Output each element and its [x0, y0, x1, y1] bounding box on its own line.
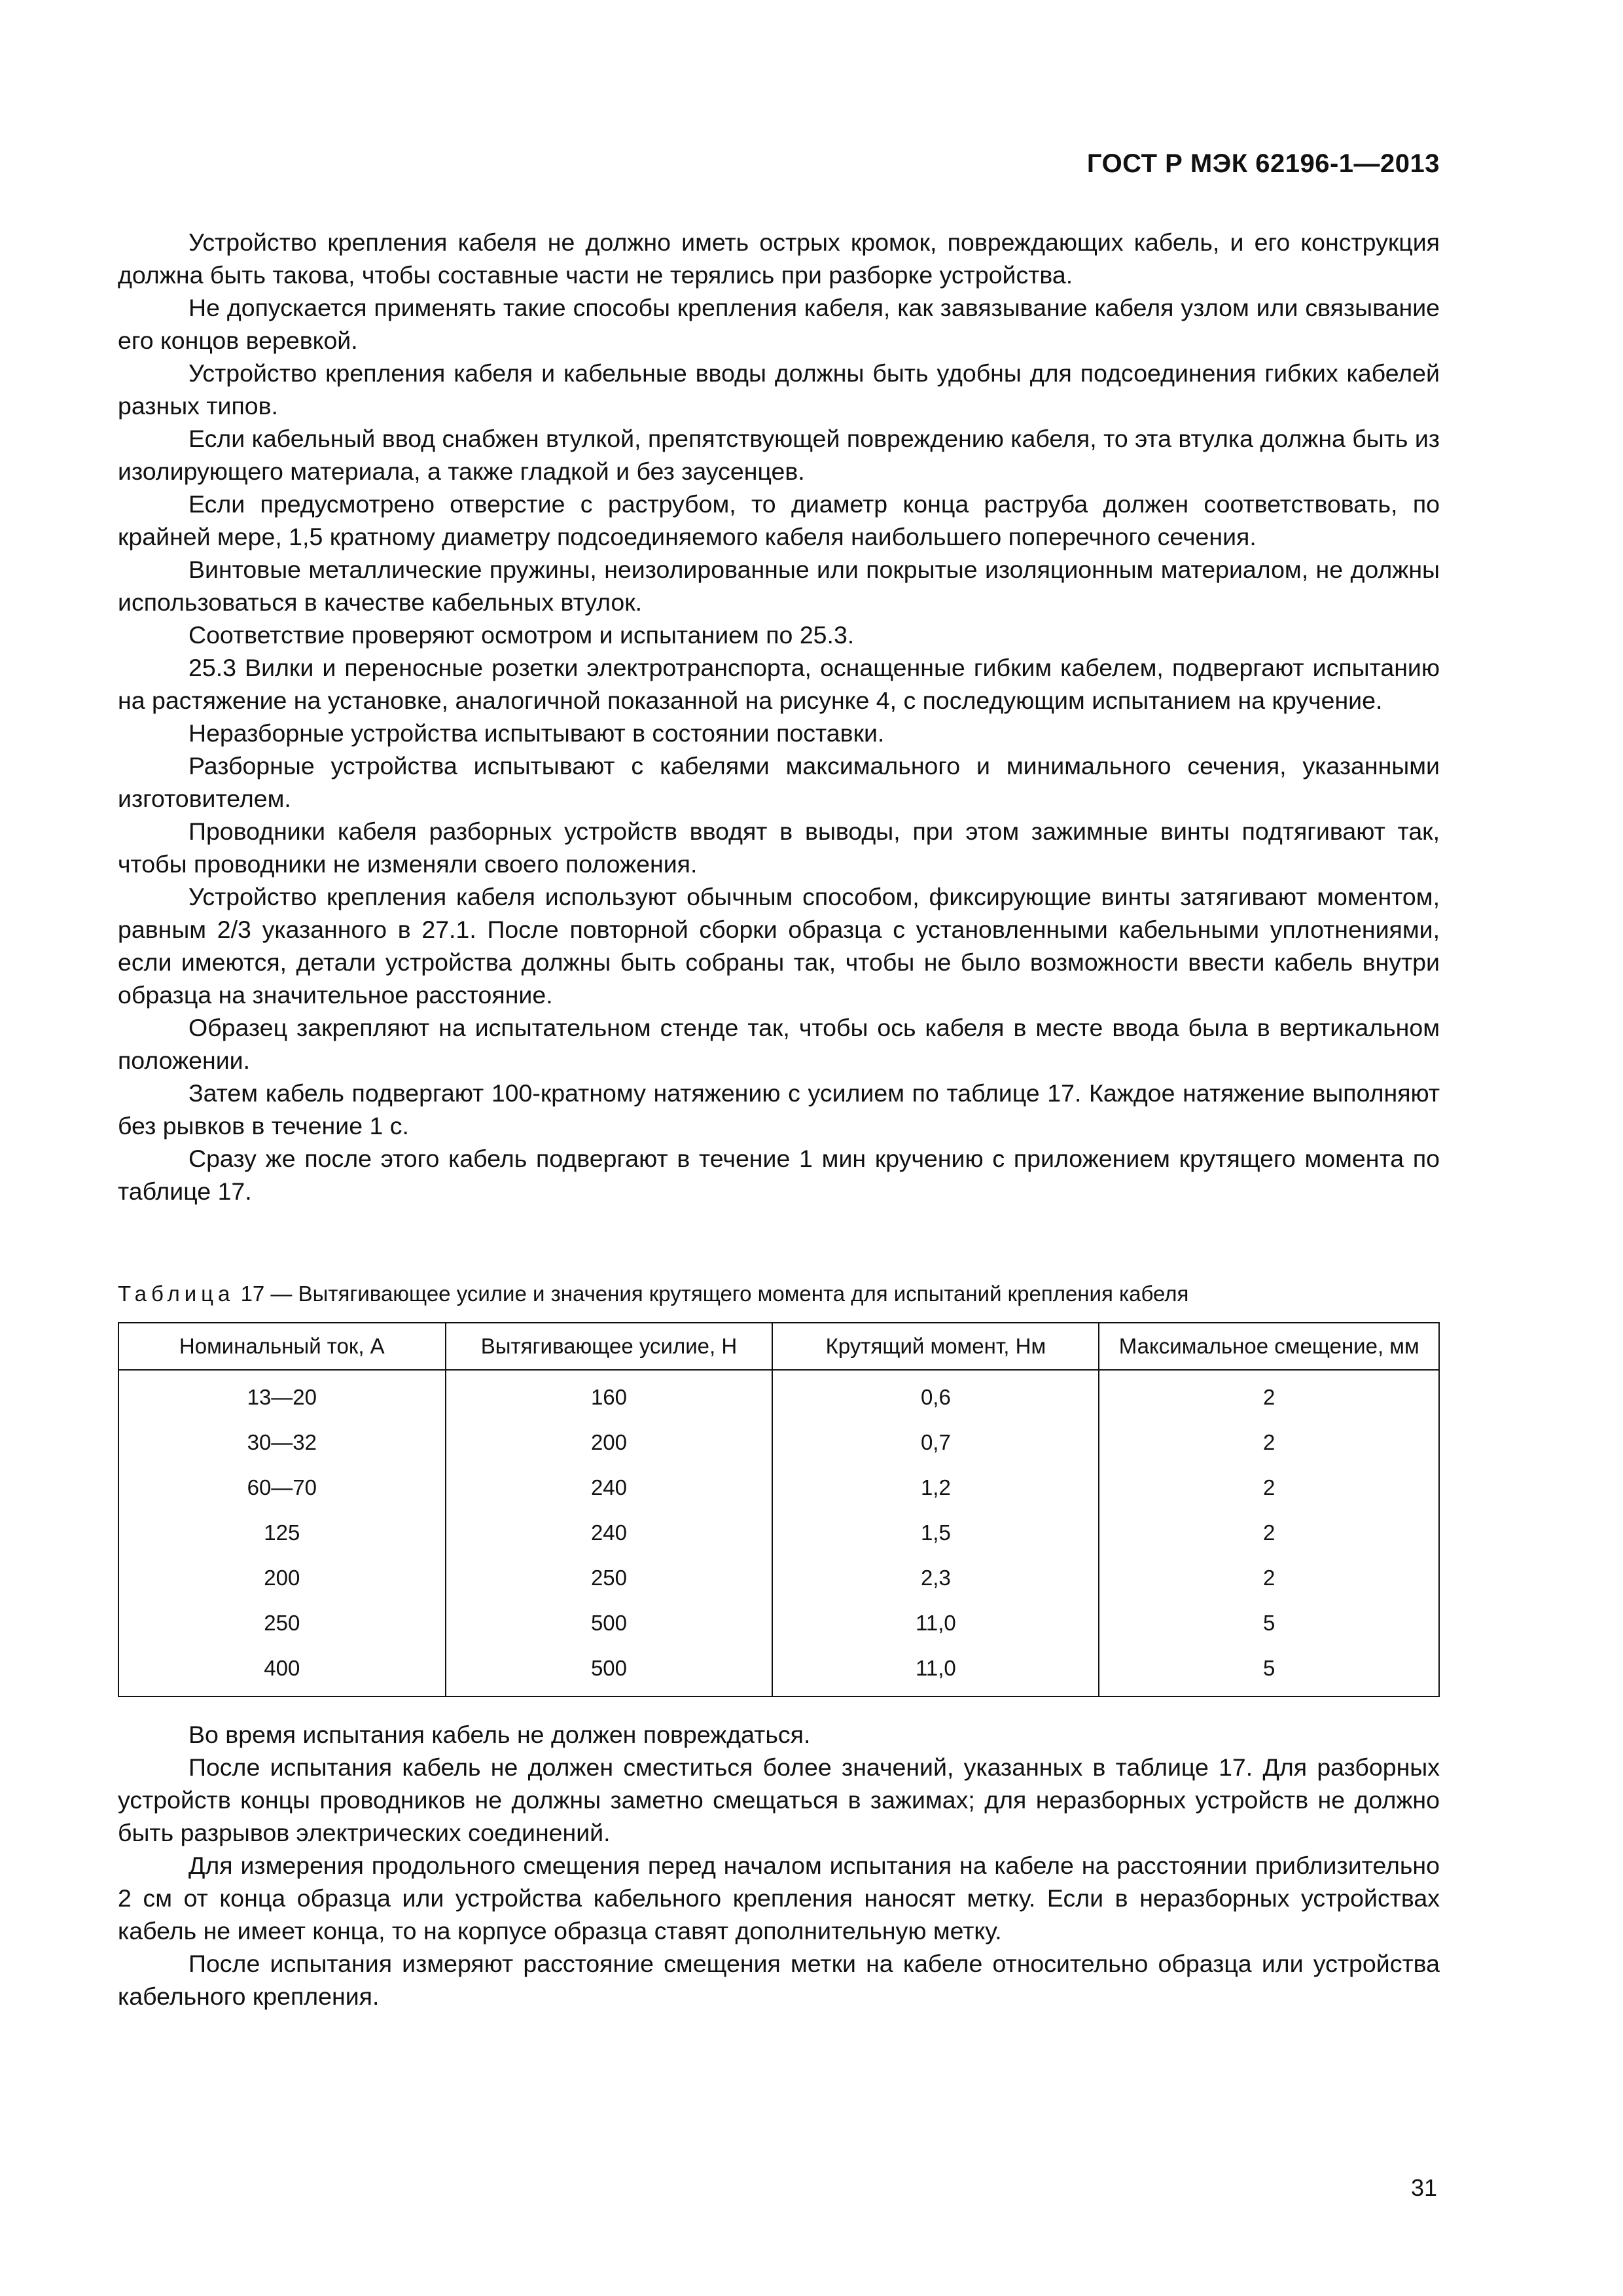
paragraph: Во время испытания кабель не должен повреждаться. [188, 1721, 811, 1748]
table-cell: 2 [1099, 1510, 1439, 1555]
table-header-cell: Крутящий момент, Нм [772, 1323, 1099, 1370]
table-cell: 0,6 [772, 1370, 1099, 1420]
table-cell: 240 [446, 1465, 773, 1510]
table-cell: 160 [446, 1370, 773, 1420]
table-cell: 2,3 [772, 1555, 1099, 1600]
table-header-cell: Максимальное смещение, мм [1099, 1323, 1439, 1370]
table-cell: 11,0 [772, 1645, 1099, 1696]
table-cell: 200 [118, 1555, 446, 1600]
table-cell: 500 [446, 1645, 773, 1696]
data-table [118, 1322, 1440, 1697]
paragraph: Не допускается применять такие способы крепления кабеля, как завязывание кабеля узлом или связывание его концов веревкой. [118, 294, 1440, 354]
table-cell: 2 [1099, 1420, 1439, 1465]
table-row [118, 1370, 1439, 1420]
table-cell: 5 [1099, 1645, 1439, 1696]
table-row [118, 1420, 1439, 1465]
paragraph: Устройство крепления кабеля не должно иметь острых кромок, повреждающих кабель, и его конструкция должна быть такова, чтобы составные части не терялись при разборке устройства. [118, 228, 1440, 289]
table-cell: 400 [118, 1645, 446, 1696]
table-cell: 30—32 [118, 1420, 446, 1465]
table-caption-text: 17 — Вытягивающее усилие и значения крутящего момента для испытаний крепления кабеля [240, 1282, 1189, 1306]
table-cell: 250 [446, 1555, 773, 1600]
paragraph: Проводники кабеля разборных устройств вводят в выводы, при этом зажимные винты подтягивают так, чтобы проводники не изменяли своего положения. [118, 817, 1440, 878]
table-cell: 2 [1099, 1370, 1439, 1420]
table-row [118, 1555, 1439, 1600]
table-cell: 250 [118, 1600, 446, 1645]
table-header-row [118, 1323, 1439, 1370]
table-cell: 13—20 [118, 1370, 446, 1420]
paragraph: Сразу же после этого кабель подвергают в течение 1 мин кручению с приложением крутящего момента по таблице 17. [118, 1145, 1440, 1205]
paragraph: Если кабельный ввод снабжен втулкой, препятствующей повреждению кабеля, то эта втулка должна быть из изолирующего материала, а также гладкой и без заусенцев. [118, 425, 1440, 485]
table-cell: 1,2 [772, 1465, 1099, 1510]
table-row [118, 1465, 1439, 1510]
body-text-top [118, 226, 1440, 1208]
document-page [118, 0, 1440, 2296]
paragraph: Разборные устройства испытывают с кабелями максимального и минимального сечения, указанными изготовителем. [118, 752, 1440, 812]
table-cell: 125 [118, 1510, 446, 1555]
document-header: ГОСТ Р МЭК 62196-1—2013 [1086, 149, 1440, 178]
table-row [118, 1510, 1439, 1555]
body-text-bottom [118, 1718, 1440, 2013]
table-cell: 240 [446, 1510, 773, 1555]
table-row [118, 1645, 1439, 1696]
paragraph: После испытания измеряют расстояние смещения метки на кабеле относительно образца или устройства кабельного крепления. [118, 1950, 1440, 2010]
paragraph: Образец закрепляют на испытательном стенде так, чтобы ось кабеля в месте ввода была в вертикальном положении. [118, 1014, 1440, 1074]
table-cell: 1,5 [772, 1510, 1099, 1555]
paragraph: Устройство крепления кабеля и кабельные вводы должны быть удобны для подсоединения гибких кабелей разных типов. [118, 359, 1440, 420]
table-caption [118, 1280, 1188, 1308]
table-row [118, 1600, 1439, 1645]
table-cell: 11,0 [772, 1600, 1099, 1645]
table-caption-label: Таблица [118, 1282, 235, 1306]
paragraph: Соответствие проверяют осмотром и испытанием по 25.3. [188, 621, 855, 649]
table-header-cell: Вытягивающее усилие, Н [446, 1323, 773, 1370]
paragraph: Затем кабель подвергают 100-кратному натяжению с усилием по таблице 17. Каждое натяжение выполняют без рывков в течение 1 с. [118, 1079, 1440, 1139]
paragraph: 25.3 Вилки и переносные розетки электротранспорта, оснащенные гибким кабелем, подвергают испытанию на растяжение на установке, аналогичной показанной на рисунке 4, с последующим испытанием на кручение. [118, 654, 1440, 714]
paragraph: Устройство крепления кабеля используют обычным способом, фиксирующие винты затягивают моментом, равным 2/3 указанного в 27.1. После повторной сборки образца с установленными кабельными уплотнениями, если имеются, детали устройства должны быть собраны так, чтобы не было возможности ввести кабель внутри образца на значительное расстояние. [118, 883, 1440, 1009]
table-cell: 0,7 [772, 1420, 1099, 1465]
table-cell: 2 [1099, 1555, 1439, 1600]
paragraph: Если предусмотрено отверстие с раструбом, то диаметр конца раструба должен соответствовать, по крайней мере, 1,5 кратному диаметру подсоединяемого кабеля наибольшего поперечного сечения. [118, 490, 1440, 550]
table-cell: 500 [446, 1600, 773, 1645]
paragraph: Неразборные устройства испытывают в состоянии поставки. [188, 719, 885, 747]
paragraph: После испытания кабель не должен сместиться более значений, указанных в таблице 17. Для разборных устройств концы проводников не должны заметно смещаться в зажимах; для неразборных устройств не должно быть разрывов электрических соединений. [118, 1753, 1440, 1846]
table-cell: 5 [1099, 1600, 1439, 1645]
paragraph: Для измерения продольного смещения перед началом испытания на кабеле на расстоянии приблизительно 2 см от конца образца или устройства кабельного крепления наносят метку. Если в неразборных устройствах кабель не имеет конца, то на корпусе образца ставят дополнительную метку. [118, 1852, 1440, 1945]
table-cell: 2 [1099, 1465, 1439, 1510]
table-cell: 200 [446, 1420, 773, 1465]
table-cell: 60—70 [118, 1465, 446, 1510]
paragraph: Винтовые металлические пружины, неизолированные или покрытые изоляционным материалом, не должны использоваться в качестве кабельных втулок. [118, 556, 1440, 616]
page-number: 31 [1410, 2174, 1437, 2201]
table-header-cell: Номинальный ток, А [118, 1323, 446, 1370]
